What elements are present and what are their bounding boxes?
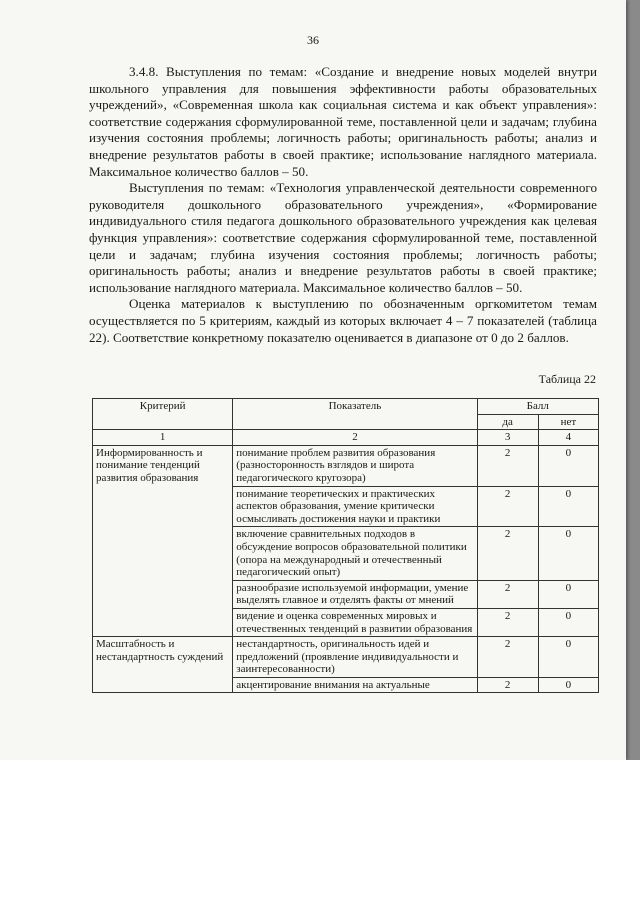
paragraph: Выступления по темам: «Технология управленческой деятельности современного руководителя дошкольного образовательного учреждения», «Формирование индивидуального стиля педагога дошкольного образовательного учреждения как целевая функция управления»: соответствие содержания сформулированной теме, поставленной цели и задачам; глубина изучения состояния проблемы; логичность работы; оригинальность работы; анализ и внедрение результатов работы в своей практике; использование наглядного материала. Максимальное количество баллов – 50.	[89, 180, 597, 295]
header-criterion: Критерий	[93, 399, 233, 430]
criteria-table	[92, 398, 599, 693]
table-row	[93, 637, 599, 678]
score-no-cell: 0	[538, 608, 598, 636]
column-number: 4	[538, 430, 598, 446]
score-yes-cell: 2	[477, 608, 538, 636]
score-no-cell: 0	[538, 527, 598, 580]
header-score: Балл	[477, 399, 598, 415]
header-no: нет	[538, 414, 598, 430]
score-yes-cell: 2	[477, 677, 538, 693]
indicator-cell: понимание теоретических и практических аспектов образования, умение критически осмысливать достижения науки и практики	[233, 486, 477, 527]
score-no-cell: 0	[538, 486, 598, 527]
indicator-cell: нестандартность, оригинальность идей и предложений (проявление индивидуальности и заинтересованности)	[233, 637, 477, 678]
blank-area	[0, 760, 640, 905]
score-yes-cell: 2	[477, 580, 538, 608]
criterion-cell: Информированность и понимание тенденций развития образования	[93, 445, 233, 636]
table-caption: Таблица 22	[538, 372, 596, 386]
paragraph: 3.4.8. Выступления по темам: «Создание и внедрение новых моделей внутри школьного управления для повышения эффективности работы образовательных учреждений», «Современная школа как социальная система и как объект управления»: соответствие содержания сформулированной теме, поставленной цели и задачам; глубина изучения состояния проблемы; логичность работы; оригинальность работы; анализ и внедрение результатов работы в своей практике; использование наглядного материала. Максимальное количество баллов – 50.	[89, 64, 597, 179]
header-yes: да	[477, 414, 538, 430]
score-yes-cell: 2	[477, 527, 538, 580]
score-no-cell: 0	[538, 637, 598, 678]
indicator-cell: разнообразие используемой информации, умение выделять главное и отделять факты от мнений	[233, 580, 477, 608]
column-number: 1	[93, 430, 233, 446]
column-number-row	[93, 430, 599, 446]
indicator-cell: включение сравнительных подходов в обсуждение вопросов образовательной политики (опора на международный и отечественный педагогический опыт)	[233, 527, 477, 580]
table-row	[93, 445, 599, 486]
score-no-cell: 0	[538, 580, 598, 608]
score-no-cell: 0	[538, 445, 598, 486]
page-number: 36	[307, 33, 319, 47]
indicator-cell: понимание проблем развития образования (разносторонность взглядов и широта педагогического кругозора)	[233, 445, 477, 486]
indicator-cell: акцентирование внимания на актуальные	[233, 677, 477, 693]
indicator-cell: видение и оценка современных мировых и отечественных тенденций в развитии образования	[233, 608, 477, 636]
paragraph: Оценка материалов к выступлению по обозначенным оргкомитетом темам осуществляется по 5 критериям, каждый из которых включает 4 – 7 показателей (таблица 22). Соответствие конкретному показателю оценивается в диапазоне от 0 до 2 баллов.	[89, 296, 597, 345]
score-yes-cell: 2	[477, 486, 538, 527]
column-number: 2	[233, 430, 477, 446]
table-header-row	[93, 399, 599, 415]
header-indicator: Показатель	[233, 399, 477, 430]
criterion-cell: Масштабность и нестандартность суждений	[93, 637, 233, 693]
score-yes-cell: 2	[477, 445, 538, 486]
body-text	[89, 64, 597, 346]
score-yes-cell: 2	[477, 637, 538, 678]
score-no-cell: 0	[538, 677, 598, 693]
column-number: 3	[477, 430, 538, 446]
